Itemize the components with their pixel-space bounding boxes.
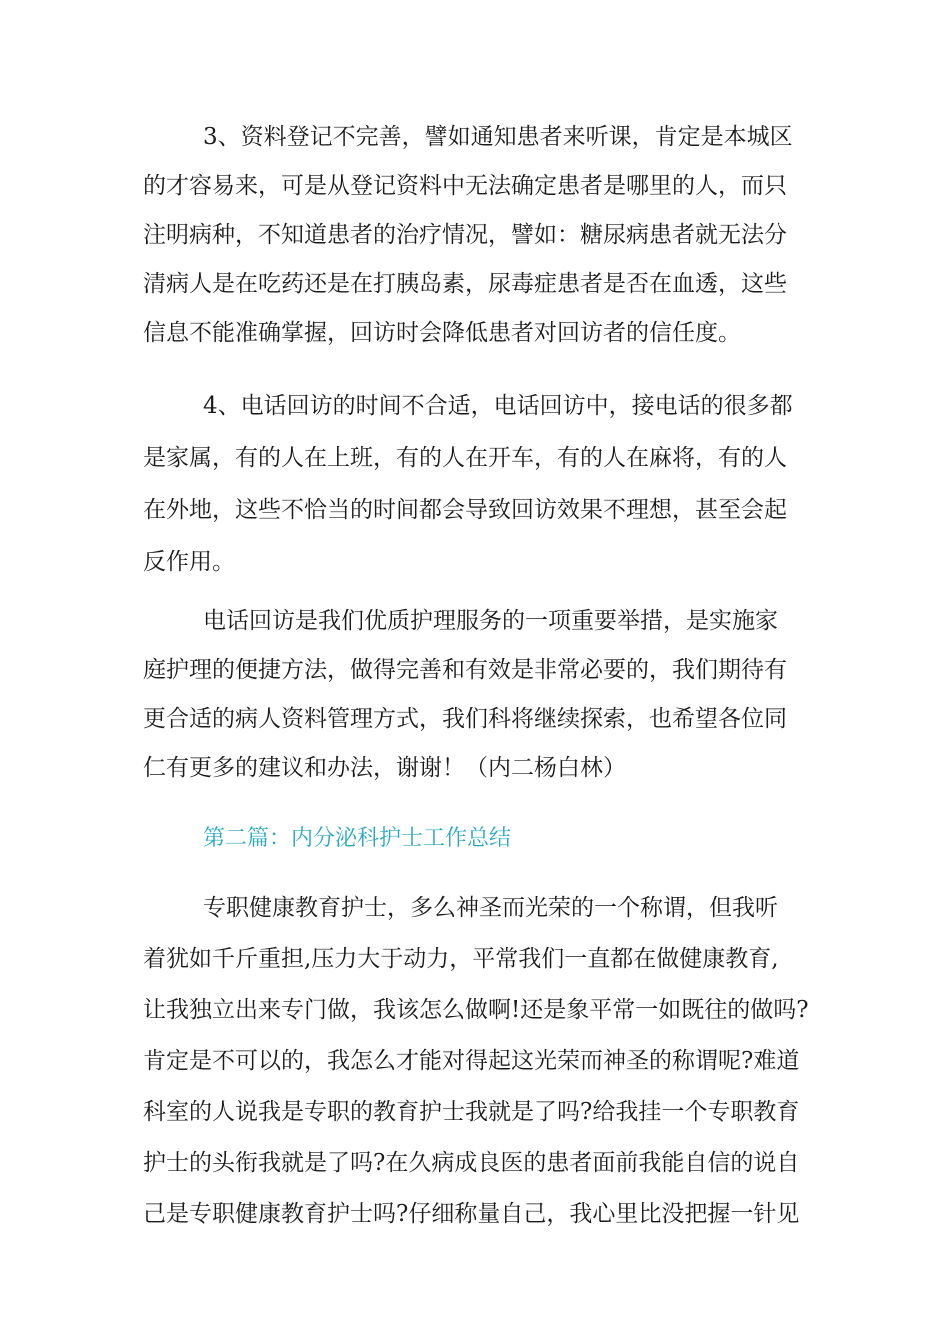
paragraph-line: 仁有更多的建议和办法，谢谢！（内二杨白林） (143, 755, 626, 781)
paragraph-line: 己是专职健康教育护士吗?仔细称量自己，我心里比没把握一针见 (143, 1201, 800, 1227)
paragraph-line: 专职健康教育护士，多么神圣而光荣的一个称谓，但我听 (203, 895, 778, 921)
paragraph-line: 让我独立出来专门做，我该怎么做啊!还是象平常一如既往的做吗? (143, 997, 809, 1023)
paragraph-line: 3、资料登记不完善，譬如通知患者来听课，肯定是本城区 (203, 124, 793, 150)
paragraph-line: 反作用。 (143, 549, 235, 575)
paragraph-line: 科室的人说我是专职的教育护士我就是了吗?给我挂一个专职教育 (143, 1099, 800, 1125)
paragraph-3 (143, 597, 823, 793)
paragraph-line: 庭护理的便捷方法，做得完善和有效是非常必要的，我们期待有 (143, 657, 787, 683)
paragraph-2 (143, 380, 823, 588)
paragraph-line: 清病人是在吃药还是在打胰岛素，尿毒症患者是否在血透，这些 (143, 271, 787, 297)
paragraph-line: 4、电话回访的时间不合适，电话回访中，接电话的很多都 (203, 393, 793, 419)
paragraph-line: 是家属，有的人在上班，有的人在开车，有的人在麻将，有的人 (143, 445, 787, 471)
paragraph-line: 注明病种，不知道患者的治疗情况，譬如：糖尿病患者就无法分 (143, 222, 787, 248)
paragraph-1 (143, 113, 823, 358)
paragraph-line: 更合适的病人资料管理方式，我们科将继续探索，也希望各位同 (143, 706, 787, 732)
paragraph-4 (143, 883, 823, 1240)
section-heading: 第二篇：内分泌科护士工作总结 (203, 826, 512, 851)
paragraph-line: 着犹如千斤重担,压力大于动力，平常我们一直都在做健康教育, (143, 946, 779, 972)
paragraph-line: 信息不能准确掌握，回访时会降低患者对回访者的信任度。 (143, 320, 741, 346)
paragraph-line: 的才容易来，可是从登记资料中无法确定患者是哪里的人，而只 (143, 173, 787, 199)
paragraph-line: 在外地，这些不恰当的时间都会导致回访效果不理想，甚至会起 (143, 497, 787, 523)
paragraph-line: 电话回访是我们优质护理服务的一项重要举措，是实施家 (203, 608, 778, 634)
paragraph-line: 肯定是不可以的，我怎么才能对得起这光荣而神圣的称谓呢?难道 (143, 1048, 800, 1074)
paragraph-line: 护士的头衔我就是了吗?在久病成良医的患者面前我能自信的说自 (143, 1150, 800, 1176)
